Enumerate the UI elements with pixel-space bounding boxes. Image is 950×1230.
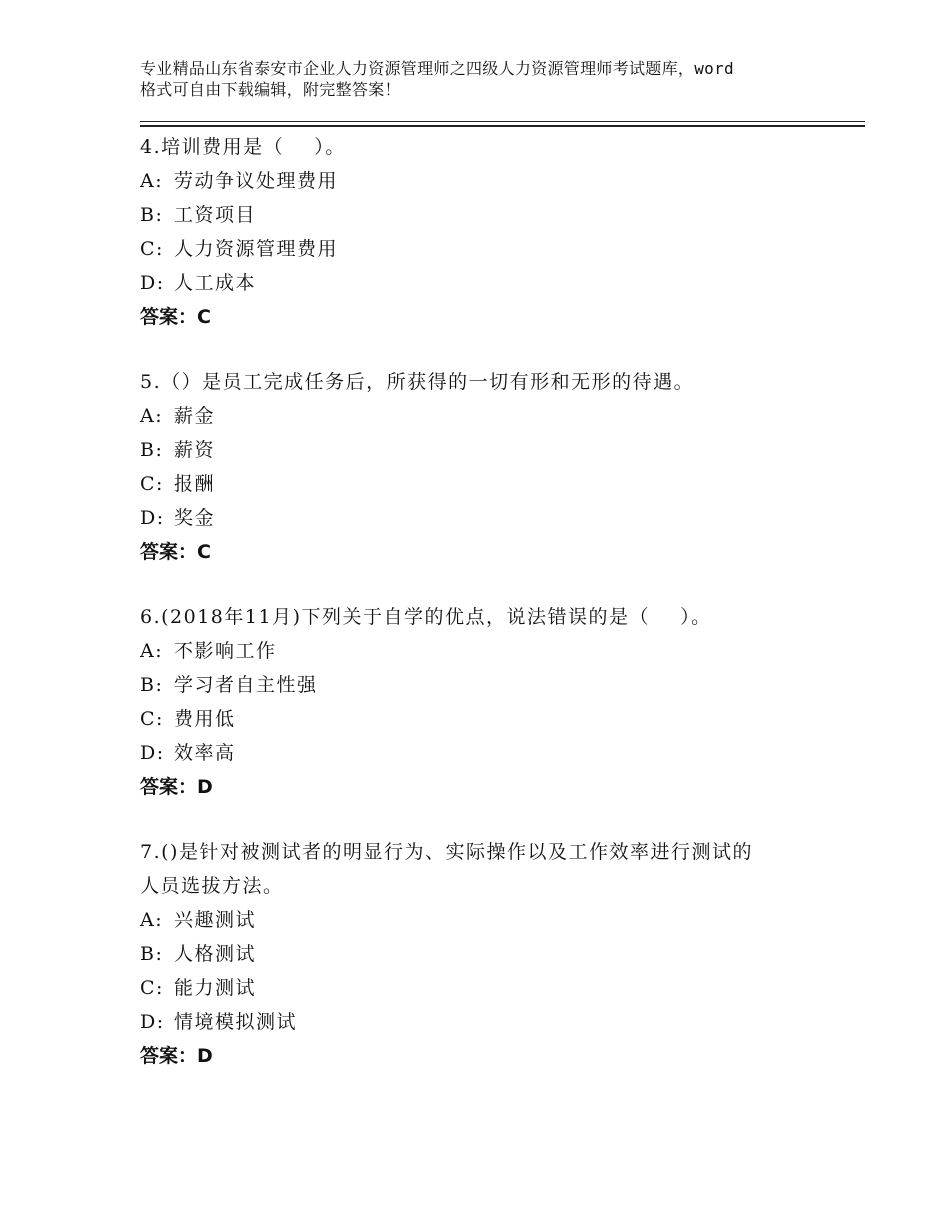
option-a [140,903,840,937]
answer-line [140,770,840,804]
option-key: B: [140,439,164,461]
option-key: C: [140,238,164,260]
option-d [140,1005,840,1039]
option-key: A: [140,640,164,662]
option-key: C: [140,708,164,730]
option-text: 能力测试 [174,977,257,999]
option-text: 兴趣测试 [174,909,257,931]
option-key: C: [140,473,164,495]
question-list [140,130,840,1104]
option-key: D: [140,272,165,294]
option-c [140,232,840,266]
option-a [140,164,840,198]
option-key: A: [140,170,164,192]
option-b [140,198,840,232]
option-text: 薪资 [174,439,216,461]
option-text: 报酬 [174,473,216,495]
document-header [140,58,840,100]
option-key: A: [140,909,164,931]
question-7 [140,835,840,1073]
option-a [140,634,840,668]
option-text: 学习者自主性强 [174,674,318,696]
option-d [140,266,840,300]
option-c [140,467,840,501]
option-key: A: [140,405,164,427]
answer-line [140,1039,840,1073]
option-text: 人力资源管理费用 [174,238,339,260]
option-key: B: [140,943,164,965]
option-key: C: [140,977,164,999]
header-divider-thin [140,121,865,122]
option-b [140,668,840,702]
option-c [140,971,840,1005]
answer-label: 答案： [140,541,198,563]
option-key: B: [140,674,164,696]
answer-value: C [197,306,211,328]
option-text: 人格测试 [174,943,257,965]
header-line-1: 专业精品山东省泰安市企业人力资源管理师之四级人力资源管理师考试题库，word [140,59,734,78]
answer-line [140,300,840,334]
answer-line [140,535,840,569]
question-stem: 7.()是针对被测试者的明显行为、实际操作以及工作效率进行测试的 人员选拔方法。 [140,841,753,897]
answer-label: 答案： [140,776,198,798]
header-divider-thick [140,125,865,127]
answer-label: 答案： [140,1045,198,1067]
option-key: D: [140,507,165,529]
option-d [140,736,840,770]
option-text: 劳动争议处理费用 [174,170,339,192]
answer-value: D [197,1045,213,1067]
option-text: 人工成本 [174,272,257,294]
answer-label: 答案： [140,306,198,328]
answer-value: D [197,776,213,798]
question-stem: 6.(2018年11月)下列关于自学的优点，说法错误的是（ ）。 [140,606,712,628]
option-text: 工资项目 [174,204,257,226]
option-text: 奖金 [174,507,216,529]
question-5 [140,365,840,569]
question-stem: 5.（）是员工完成任务后，所获得的一切有形和无形的待遇。 [140,371,695,393]
option-b [140,433,840,467]
option-text: 效率高 [174,742,236,764]
option-key: D: [140,1011,165,1033]
option-a [140,399,840,433]
option-text: 费用低 [174,708,236,730]
header-line-2: 格式可自由下载编辑，附完整答案！ [140,80,401,99]
option-text: 薪金 [174,405,216,427]
question-6 [140,600,840,804]
option-d [140,501,840,535]
option-b [140,937,840,971]
question-stem: 4.培训费用是（ ）。 [140,136,346,158]
answer-value: C [197,541,211,563]
question-4 [140,130,840,334]
option-key: D: [140,742,165,764]
option-text: 情境模拟测试 [174,1011,298,1033]
option-c [140,702,840,736]
option-text: 不影响工作 [174,640,277,662]
option-key: B: [140,204,164,226]
